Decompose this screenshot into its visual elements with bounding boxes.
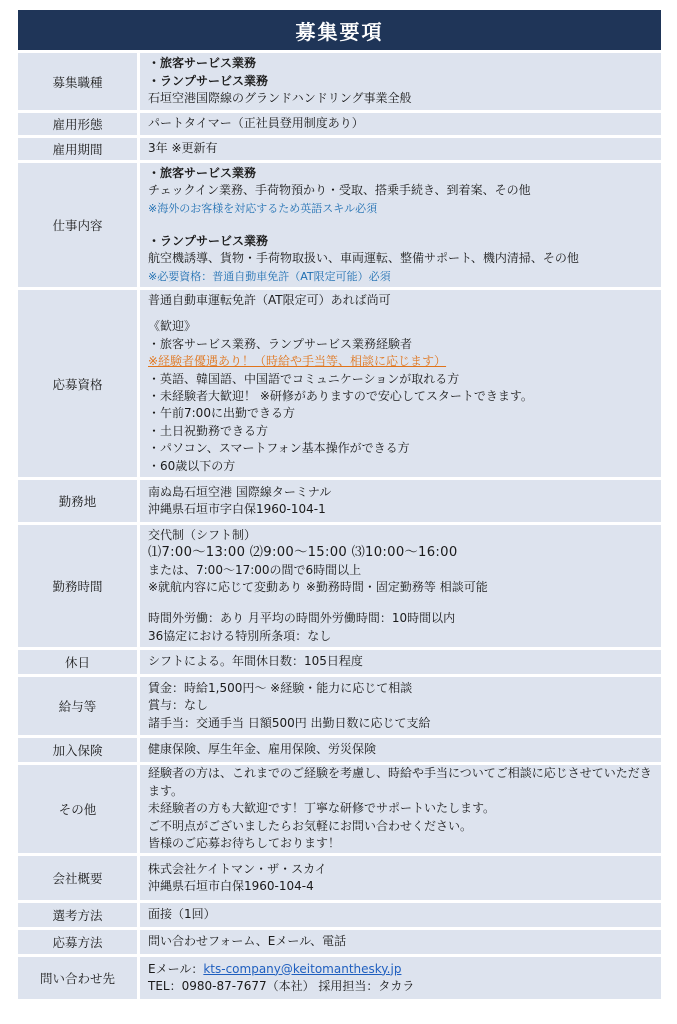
- row-toiawase: [18, 957, 661, 999]
- other-text: 経験者の方は、これまでのご経験を考慮し、時給や手当についてご相談に応じさせていただきます。: [148, 766, 652, 798]
- duty-heading: ・旅客サービス業務: [148, 166, 257, 180]
- row-gaiyo: [18, 856, 661, 900]
- duty-text: 航空機誘導、貨物・手荷物取扱い、車両運転、整備サポート、機内清掃、その他: [148, 251, 579, 266]
- location-name: 南ぬ島石垣空港 国際線ターミナル: [148, 484, 332, 499]
- overtime-text: 36協定における特別所条項：なし: [148, 628, 332, 643]
- row-label: 会社概要: [18, 856, 137, 900]
- shift-times: ⑴7:00～13:00 ⑵9:00～15:00 ⑶10:00～16:00: [148, 545, 458, 561]
- welcome-item: ・旅客サービス業務、ランプサービス業務経験者: [148, 336, 413, 351]
- email-link[interactable]: kts-company@keitomanthesky.jp: [203, 961, 402, 976]
- row-shokushu: [18, 53, 661, 110]
- duty-note: ※海外のお客様を対応するため英語スキル必須: [148, 201, 378, 215]
- row-label: 雇用形態: [18, 113, 137, 135]
- apply-method-text: 問い合わせフォーム、Eメール、電話: [148, 934, 347, 949]
- duty-text: チェックイン業務、手荷物預かり・受取、搭乗手続き、到着案、その他: [148, 183, 531, 198]
- email-label: Eメール：: [148, 961, 204, 976]
- location-address: 沖縄県石垣市字白保1960-104-1: [148, 502, 326, 516]
- holiday-text: シフトによる。年間休日数：105日程度: [148, 654, 363, 669]
- row-label: その他: [18, 765, 137, 853]
- row-kyuyo: [18, 677, 661, 735]
- recruitment-table: [18, 10, 661, 999]
- row-label: 雇用期間: [18, 138, 137, 160]
- row-label: 休日: [18, 650, 137, 674]
- wage-text: 賃金：時給1,500円～ ※経験・能力に応じて相談: [148, 680, 413, 695]
- row-value: [140, 738, 661, 762]
- insurance-text: 健康保険、厚生年金、雇用保険、労災保険: [148, 742, 377, 757]
- company-address: 沖縄県石垣市白保1960-104-4: [148, 879, 314, 893]
- duty-note: ※必要資格：普通自動車免許（AT限定可能）必須: [148, 269, 391, 283]
- job-type-item: ・ランプサービス業務: [148, 73, 269, 88]
- job-type-item: ・旅客サービス業務: [148, 56, 257, 71]
- row-value: [140, 138, 661, 160]
- row-keitai: [18, 113, 661, 135]
- company-name: 株式会社ケイトマン・ザ・スカイ: [148, 861, 327, 876]
- row-value: [140, 163, 661, 287]
- bonus-text: 賞与：なし: [148, 698, 209, 713]
- row-label: 給与等: [18, 677, 137, 735]
- row-label: 応募資格: [18, 290, 137, 477]
- hours-note: ※就航内容に応じて変動あり ※勤務時間・固定勤務等 相談可能: [148, 580, 488, 595]
- hours-text: 交代制（シフト制）: [148, 528, 257, 542]
- spacer: [148, 597, 655, 611]
- other-text: ご不明点がございましたらお気軽にお問い合わせください。: [148, 818, 473, 833]
- value-text: パートタイマー（正社員登用制度あり）: [148, 116, 364, 131]
- overtime-text: 時間外労働：あり 月平均の時間外労働時間：10時間以内: [148, 611, 456, 626]
- row-label: 加入保険: [18, 738, 137, 762]
- selection-text: 面接（1回）: [148, 907, 216, 922]
- row-label: 勤務時間: [18, 525, 137, 647]
- welcome-item: ・英語、韓国語、中国語でコミュニケーションが取れる方: [148, 371, 460, 386]
- row-value: [140, 113, 661, 135]
- row-label: 応募方法: [18, 930, 137, 954]
- row-kikan: [18, 138, 661, 160]
- experience-note: ※経験者優遇あり！（時給や手当等、相談に応じます）: [148, 354, 447, 369]
- row-value: [140, 765, 661, 853]
- row-label: 募集職種: [18, 53, 137, 110]
- row-kyujitsu: [18, 650, 661, 674]
- hours-text: または、7:00～17:00の間で6時間以上: [148, 562, 362, 577]
- row-value: [140, 480, 661, 522]
- row-value: [140, 856, 661, 900]
- row-label: 問い合わせ先: [18, 957, 137, 999]
- row-senko: [18, 903, 661, 927]
- welcome-item: ・土日祝勤務できる方: [148, 423, 269, 438]
- row-value: [140, 53, 661, 110]
- contact-phone: TEL：0980-87-7677（本社） 採用担当：タカラ: [148, 979, 415, 993]
- job-type-description: 石垣空港国際線のグランドハンドリング事業全般: [148, 91, 412, 106]
- row-value: [140, 525, 661, 647]
- row-value: [140, 650, 661, 674]
- spacer: [148, 309, 655, 318]
- allowance-text: 諸手当：交通手当 日額500円 出勤日数に応じて支給: [148, 715, 431, 730]
- welcome-item: ・パソコン、スマートフォン基本操作ができる方: [148, 441, 410, 456]
- welcome-item: ・午前7:00に出勤できる方: [148, 406, 295, 421]
- row-oubo: [18, 930, 661, 954]
- row-value: [140, 930, 661, 954]
- spacer: [148, 217, 655, 233]
- page-title: 募集要項: [18, 10, 661, 50]
- row-label: 仕事内容: [18, 163, 137, 287]
- welcome-item: ・未経験者大歓迎！ ※研修がありますので安心してスタートできます。: [148, 388, 533, 403]
- row-value: [140, 677, 661, 735]
- row-shikaku: [18, 290, 661, 477]
- row-hoken: [18, 738, 661, 762]
- other-text: 皆様のご応募お待ちしております！: [148, 836, 341, 851]
- other-text: 未経験者の方も大歓迎です！丁寧な研修でサポートいたします。: [148, 801, 496, 816]
- row-jikan: [18, 525, 661, 647]
- row-kinmuchi: [18, 480, 661, 522]
- requirement-text: 普通自動車運転免許（AT限定可）あれば尚可: [148, 293, 391, 307]
- welcome-heading: 《歓迎》: [148, 319, 197, 334]
- row-label: 選考方法: [18, 903, 137, 927]
- row-shigoto: [18, 163, 661, 287]
- row-value: [140, 957, 661, 999]
- welcome-item: ・60歳以下の方: [148, 458, 236, 473]
- duty-heading: ・ランプサービス業務: [148, 233, 269, 248]
- row-value: [140, 903, 661, 927]
- value-text: 3年 ※更新有: [148, 141, 218, 156]
- row-value: [140, 290, 661, 477]
- row-sonota: [18, 765, 661, 853]
- row-label: 勤務地: [18, 480, 137, 522]
- contact-email-line: [148, 961, 655, 978]
